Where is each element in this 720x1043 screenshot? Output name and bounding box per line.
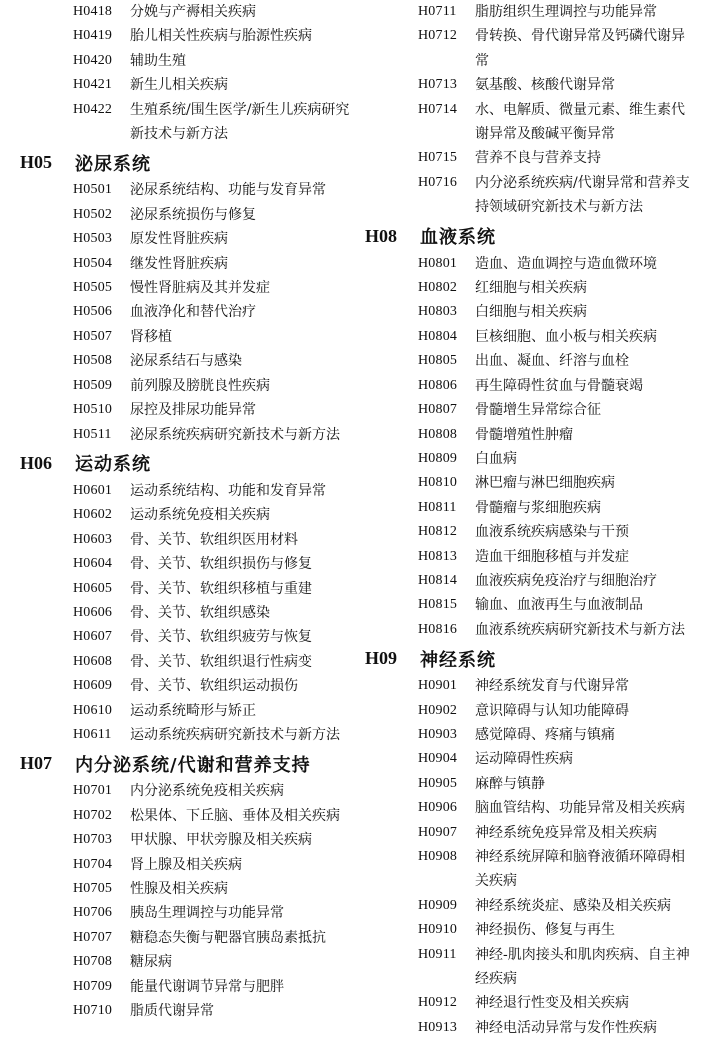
entry-title: 尿控及排尿功能异常 — [130, 402, 256, 419]
list-item — [20, 398, 360, 422]
entry-title: 神经-肌肉接头和肌肉疾病、自主神经疾病 — [475, 946, 690, 988]
entry-code: H0815 — [418, 597, 458, 613]
entry-code: H0706 — [73, 905, 113, 921]
entry-title: 骨、关节、软组织疲劳与恢复 — [130, 629, 312, 646]
entry-title: 神经电活动异常与发作性疾病 — [475, 1019, 657, 1036]
entry-title: 泌尿系统疾病研究新技术与新方法 — [130, 426, 340, 443]
list-item — [20, 650, 360, 674]
entry-title: 神经损伤、修复与再生 — [475, 922, 615, 939]
list-item — [20, 203, 360, 227]
entry-code: H0709 — [73, 978, 113, 994]
list-item — [365, 699, 715, 723]
entry-code: H0807 — [418, 402, 458, 418]
entry-code: H0803 — [418, 304, 458, 320]
list-item — [365, 73, 715, 97]
entry-code: H0508 — [73, 353, 113, 369]
list-item — [365, 24, 715, 73]
list-item — [20, 853, 360, 877]
right-column — [365, 0, 715, 1040]
entry-title: 运动系统免疫相关疾病 — [130, 507, 270, 524]
entry-code: H0705 — [73, 881, 113, 896]
entry-code: H0610 — [73, 702, 113, 718]
entry-title: 骨、关节、软组织感染 — [130, 604, 270, 621]
entry-title: 分娩与产褥相关疾病 — [130, 4, 256, 20]
entry-title: 造血、造血调控与造血微环境 — [475, 255, 657, 272]
entry-code: H0804 — [418, 328, 458, 344]
left-column — [20, 0, 360, 1023]
entry-code: H0418 — [73, 4, 113, 19]
entry-code: H0714 — [418, 101, 458, 117]
entry-title: 意识障碍与认知功能障碍 — [475, 702, 629, 719]
entry-title: 能量代谢调节异常与肥胖 — [130, 978, 284, 995]
entry-title: 脑血管结构、功能异常及相关疾病 — [475, 800, 685, 817]
entry-code: H0421 — [73, 77, 113, 93]
list-item — [20, 49, 360, 73]
entry-title: 内分泌系统疾病/代谢异常和营养支持领域研究新技术与新方法 — [475, 174, 690, 216]
entry-code: H0805 — [418, 353, 458, 369]
section-code: H07 — [20, 753, 53, 774]
entry-code: H0507 — [73, 328, 113, 344]
section-code: H05 — [20, 152, 53, 173]
section-title: 运动系统 — [75, 454, 151, 476]
entry-code: H0716 — [418, 174, 458, 190]
section-heading — [20, 147, 360, 178]
list-item — [20, 276, 360, 300]
list-item — [20, 73, 360, 97]
entry-title: 原发性肾脏疾病 — [130, 231, 228, 248]
entry-code: H0814 — [418, 572, 458, 588]
entry-title: 运动系统结构、功能和发育异常 — [130, 482, 326, 499]
entry-code: H0911 — [418, 946, 457, 962]
entry-code: H0509 — [73, 377, 113, 393]
list-item — [20, 479, 360, 503]
entry-code: H0419 — [73, 28, 113, 44]
entry-title: 感觉障碍、疼痛与镇痛 — [475, 726, 615, 743]
list-item — [365, 98, 715, 147]
list-item — [20, 625, 360, 649]
entry-code: H0901 — [418, 678, 458, 694]
entry-code: H0903 — [418, 726, 458, 742]
entry-title: 神经退行性变及相关疾病 — [475, 995, 629, 1012]
entry-title: 水、电解质、微量元素、维生素代谢异常及酸碱平衡异常 — [475, 101, 685, 143]
entry-code: H0506 — [73, 304, 113, 320]
list-item — [365, 1016, 715, 1040]
entry-title: 泌尿系统结构、功能与发育异常 — [130, 182, 326, 199]
entry-code: H0701 — [73, 783, 113, 799]
entry-title: 内分泌系统免疫相关疾病 — [130, 783, 284, 800]
list-item — [20, 300, 360, 324]
section-title: 神经系统 — [420, 649, 496, 671]
entry-title: 运动系统畸形与矫正 — [130, 702, 256, 719]
entry-title: 运动障碍性疾病 — [475, 751, 573, 768]
entry-code: H0607 — [73, 629, 113, 645]
entry-code: H0806 — [418, 377, 458, 393]
entry-title: 性腺及相关疾病 — [130, 881, 228, 897]
entry-code: H0813 — [418, 548, 458, 564]
entry-code: H0605 — [73, 580, 113, 596]
entry-title: 肾移植 — [130, 328, 172, 345]
section-heading — [20, 748, 360, 779]
list-item — [365, 146, 715, 170]
list-item — [20, 0, 360, 24]
list-item — [365, 723, 715, 747]
entry-code: H0802 — [418, 280, 458, 296]
entry-code: H0505 — [73, 280, 113, 296]
section-title: 内分泌系统/代谢和营养支持 — [75, 754, 311, 776]
list-item — [365, 471, 715, 495]
list-item — [20, 252, 360, 276]
entry-title: 生殖系统/围生医学/新生儿疾病研究新技术与新方法 — [130, 101, 350, 143]
entry-code: H0906 — [418, 800, 458, 816]
entry-code: H0816 — [418, 621, 458, 637]
list-item — [20, 503, 360, 527]
list-item — [20, 779, 360, 803]
list-item — [365, 772, 715, 796]
list-item — [365, 918, 715, 942]
entry-title: 脂肪组织生理调控与功能异常 — [475, 4, 657, 20]
entry-title: 麻醉与镇静 — [475, 775, 545, 792]
section-code: H06 — [20, 452, 53, 473]
entry-title: 肾上腺及相关疾病 — [130, 856, 242, 873]
list-item — [365, 821, 715, 845]
entry-code: H0811 — [418, 499, 457, 515]
list-item — [20, 828, 360, 852]
entry-title: 神经系统免疫异常及相关疾病 — [475, 824, 657, 841]
list-item — [365, 325, 715, 349]
entry-code: H0601 — [73, 482, 113, 498]
list-item — [365, 447, 715, 471]
list-item — [20, 877, 360, 901]
list-item — [365, 171, 715, 220]
list-item — [365, 796, 715, 820]
entry-title: 胰岛生理调控与功能异常 — [130, 905, 284, 922]
list-item — [365, 0, 715, 24]
entry-title: 糖尿病 — [130, 954, 172, 971]
section-code: H08 — [365, 225, 398, 246]
entry-code: H0609 — [73, 678, 113, 694]
entry-code: H0908 — [418, 849, 458, 864]
entry-title: 白血病 — [475, 450, 517, 467]
entry-title: 甲状腺、甲状旁腺及相关疾病 — [130, 832, 312, 849]
entry-title: 辅助生殖 — [130, 52, 186, 69]
list-item — [20, 699, 360, 723]
list-item — [20, 227, 360, 251]
entry-code: H0420 — [73, 52, 113, 68]
entry-title: 前列腺及膀胱良性疾病 — [130, 377, 270, 394]
entry-code: H0510 — [73, 402, 113, 418]
list-item — [20, 804, 360, 828]
entry-code: H0602 — [73, 507, 113, 523]
entry-code: H0913 — [418, 1019, 458, 1035]
entry-code: H0603 — [73, 531, 113, 547]
entry-code: H0713 — [418, 77, 458, 93]
entry-title: 神经系统屏障和脑脊液循环障碍相关疾病 — [475, 849, 685, 890]
list-item — [365, 618, 715, 642]
list-item — [365, 423, 715, 447]
entry-title: 骨、关节、软组织运动损伤 — [130, 678, 298, 695]
entry-title: 脂质代谢异常 — [130, 1003, 214, 1020]
entry-code: H0902 — [418, 702, 458, 718]
entry-code: H0502 — [73, 206, 113, 222]
entry-title: 神经系统发育与代谢异常 — [475, 678, 629, 695]
section-title: 泌尿系统 — [75, 153, 151, 175]
entry-title: 氨基酸、核酸代谢异常 — [475, 77, 615, 94]
list-item — [365, 374, 715, 398]
list-item — [365, 545, 715, 569]
entry-title: 骨转换、骨代谢异常及钙磷代谢异常 — [475, 28, 685, 69]
entry-title: 骨、关节、软组织退行性病变 — [130, 653, 312, 670]
entry-title: 淋巴瘤与淋巴细胞疾病 — [475, 475, 615, 492]
list-item — [365, 398, 715, 422]
entry-title: 泌尿系统损伤与修复 — [130, 206, 256, 223]
entry-title: 运动系统疾病研究新技术与新方法 — [130, 726, 340, 743]
entry-code: H0707 — [73, 929, 113, 945]
entry-code: H0910 — [418, 922, 458, 938]
entry-code: H0905 — [418, 775, 458, 791]
entry-code: H0904 — [418, 751, 458, 767]
list-item — [20, 926, 360, 950]
section-code: H09 — [365, 648, 398, 669]
entry-title: 胎儿相关性疾病与胎源性疾病 — [130, 28, 312, 45]
entry-code: H0808 — [418, 426, 458, 442]
list-item — [20, 723, 360, 747]
list-item — [365, 674, 715, 698]
entry-title: 再生障碍性贫血与骨髓衰竭 — [475, 377, 643, 394]
list-item — [365, 276, 715, 300]
entry-code: H0702 — [73, 807, 113, 823]
entry-code: H0708 — [73, 954, 113, 970]
entry-title: 输血、血液再生与血液制品 — [475, 597, 643, 614]
list-item — [365, 300, 715, 324]
entry-title: 血液系统疾病感染与干预 — [475, 524, 629, 541]
entry-code: H0809 — [418, 450, 458, 466]
list-item — [365, 252, 715, 276]
entry-code: H0503 — [73, 231, 113, 247]
entry-code: H0703 — [73, 832, 113, 848]
list-item — [365, 569, 715, 593]
list-item — [20, 349, 360, 373]
entry-title: 神经系统炎症、感染及相关疾病 — [475, 897, 671, 914]
section-heading — [20, 448, 360, 479]
list-item — [20, 178, 360, 202]
entry-title: 慢性肾脏病及其并发症 — [130, 280, 270, 297]
entry-code: H0710 — [73, 1003, 113, 1019]
section-title: 血液系统 — [420, 227, 496, 249]
list-item — [20, 577, 360, 601]
entry-title: 营养不良与营养支持 — [475, 150, 601, 167]
entry-code: H0715 — [418, 150, 458, 166]
entry-code: H0912 — [418, 995, 458, 1011]
entry-title: 泌尿系结石与感染 — [130, 353, 242, 370]
list-item — [20, 674, 360, 698]
list-item — [20, 325, 360, 349]
entry-code: H0712 — [418, 28, 458, 44]
entry-code: H0422 — [73, 101, 113, 117]
entry-code: H0504 — [73, 255, 113, 271]
section-heading — [365, 221, 715, 252]
entry-code: H0604 — [73, 556, 113, 572]
entry-code: H0501 — [73, 182, 113, 198]
entry-code: H0812 — [418, 524, 458, 540]
entry-code: H0511 — [73, 426, 112, 442]
entry-code: H0711 — [418, 4, 457, 19]
entry-title: 白细胞与相关疾病 — [475, 304, 587, 321]
list-item — [20, 601, 360, 625]
entry-title: 骨、关节、软组织移植与重建 — [130, 580, 312, 597]
entry-title: 骨髓瘤与浆细胞疾病 — [475, 499, 601, 516]
entry-title: 出血、凝血、纤溶与血栓 — [475, 353, 629, 370]
entry-title: 红细胞与相关疾病 — [475, 280, 587, 297]
list-item — [20, 374, 360, 398]
entry-code: H0801 — [418, 255, 458, 271]
list-item — [20, 950, 360, 974]
list-item — [365, 991, 715, 1015]
entry-title: 巨核细胞、血小板与相关疾病 — [475, 328, 657, 345]
list-item — [365, 520, 715, 544]
entry-title: 骨、关节、软组织医用材料 — [130, 531, 298, 548]
entry-title: 骨髓增殖性肿瘤 — [475, 426, 573, 443]
entry-title: 骨、关节、软组织损伤与修复 — [130, 556, 312, 573]
entry-title: 骨髓增生异常综合征 — [475, 402, 601, 419]
list-item — [20, 901, 360, 925]
entry-code: H0606 — [73, 604, 113, 620]
list-item — [365, 496, 715, 520]
entry-title: 血液系统疾病研究新技术与新方法 — [475, 621, 685, 638]
entry-title: 造血干细胞移植与并发症 — [475, 548, 629, 565]
list-item — [20, 999, 360, 1023]
entry-title: 血液疾病免疫治疗与细胞治疗 — [475, 572, 657, 589]
section-heading — [365, 643, 715, 674]
entry-title: 继发性肾脏疾病 — [130, 255, 228, 272]
entry-code: H0909 — [418, 897, 458, 913]
list-item — [365, 845, 715, 894]
entry-code: H0704 — [73, 856, 113, 872]
entry-title: 松果体、下丘脑、垂体及相关疾病 — [130, 807, 340, 824]
list-item — [20, 975, 360, 999]
list-item — [20, 528, 360, 552]
entry-code: H0907 — [418, 824, 458, 840]
entry-title: 糖稳态失衡与靶器官胰岛素抵抗 — [130, 929, 326, 946]
list-item — [20, 423, 360, 447]
list-item — [365, 349, 715, 373]
list-item — [20, 24, 360, 48]
entry-code: H0611 — [73, 726, 112, 742]
entry-code: H0608 — [73, 653, 113, 669]
list-item — [20, 98, 360, 147]
entry-title: 血液净化和替代治疗 — [130, 304, 256, 321]
entry-code: H0810 — [418, 475, 458, 491]
list-item — [365, 747, 715, 771]
list-item — [365, 593, 715, 617]
list-item — [20, 552, 360, 576]
list-item — [365, 943, 715, 992]
entry-title: 新生儿相关疾病 — [130, 77, 228, 94]
list-item — [365, 894, 715, 918]
